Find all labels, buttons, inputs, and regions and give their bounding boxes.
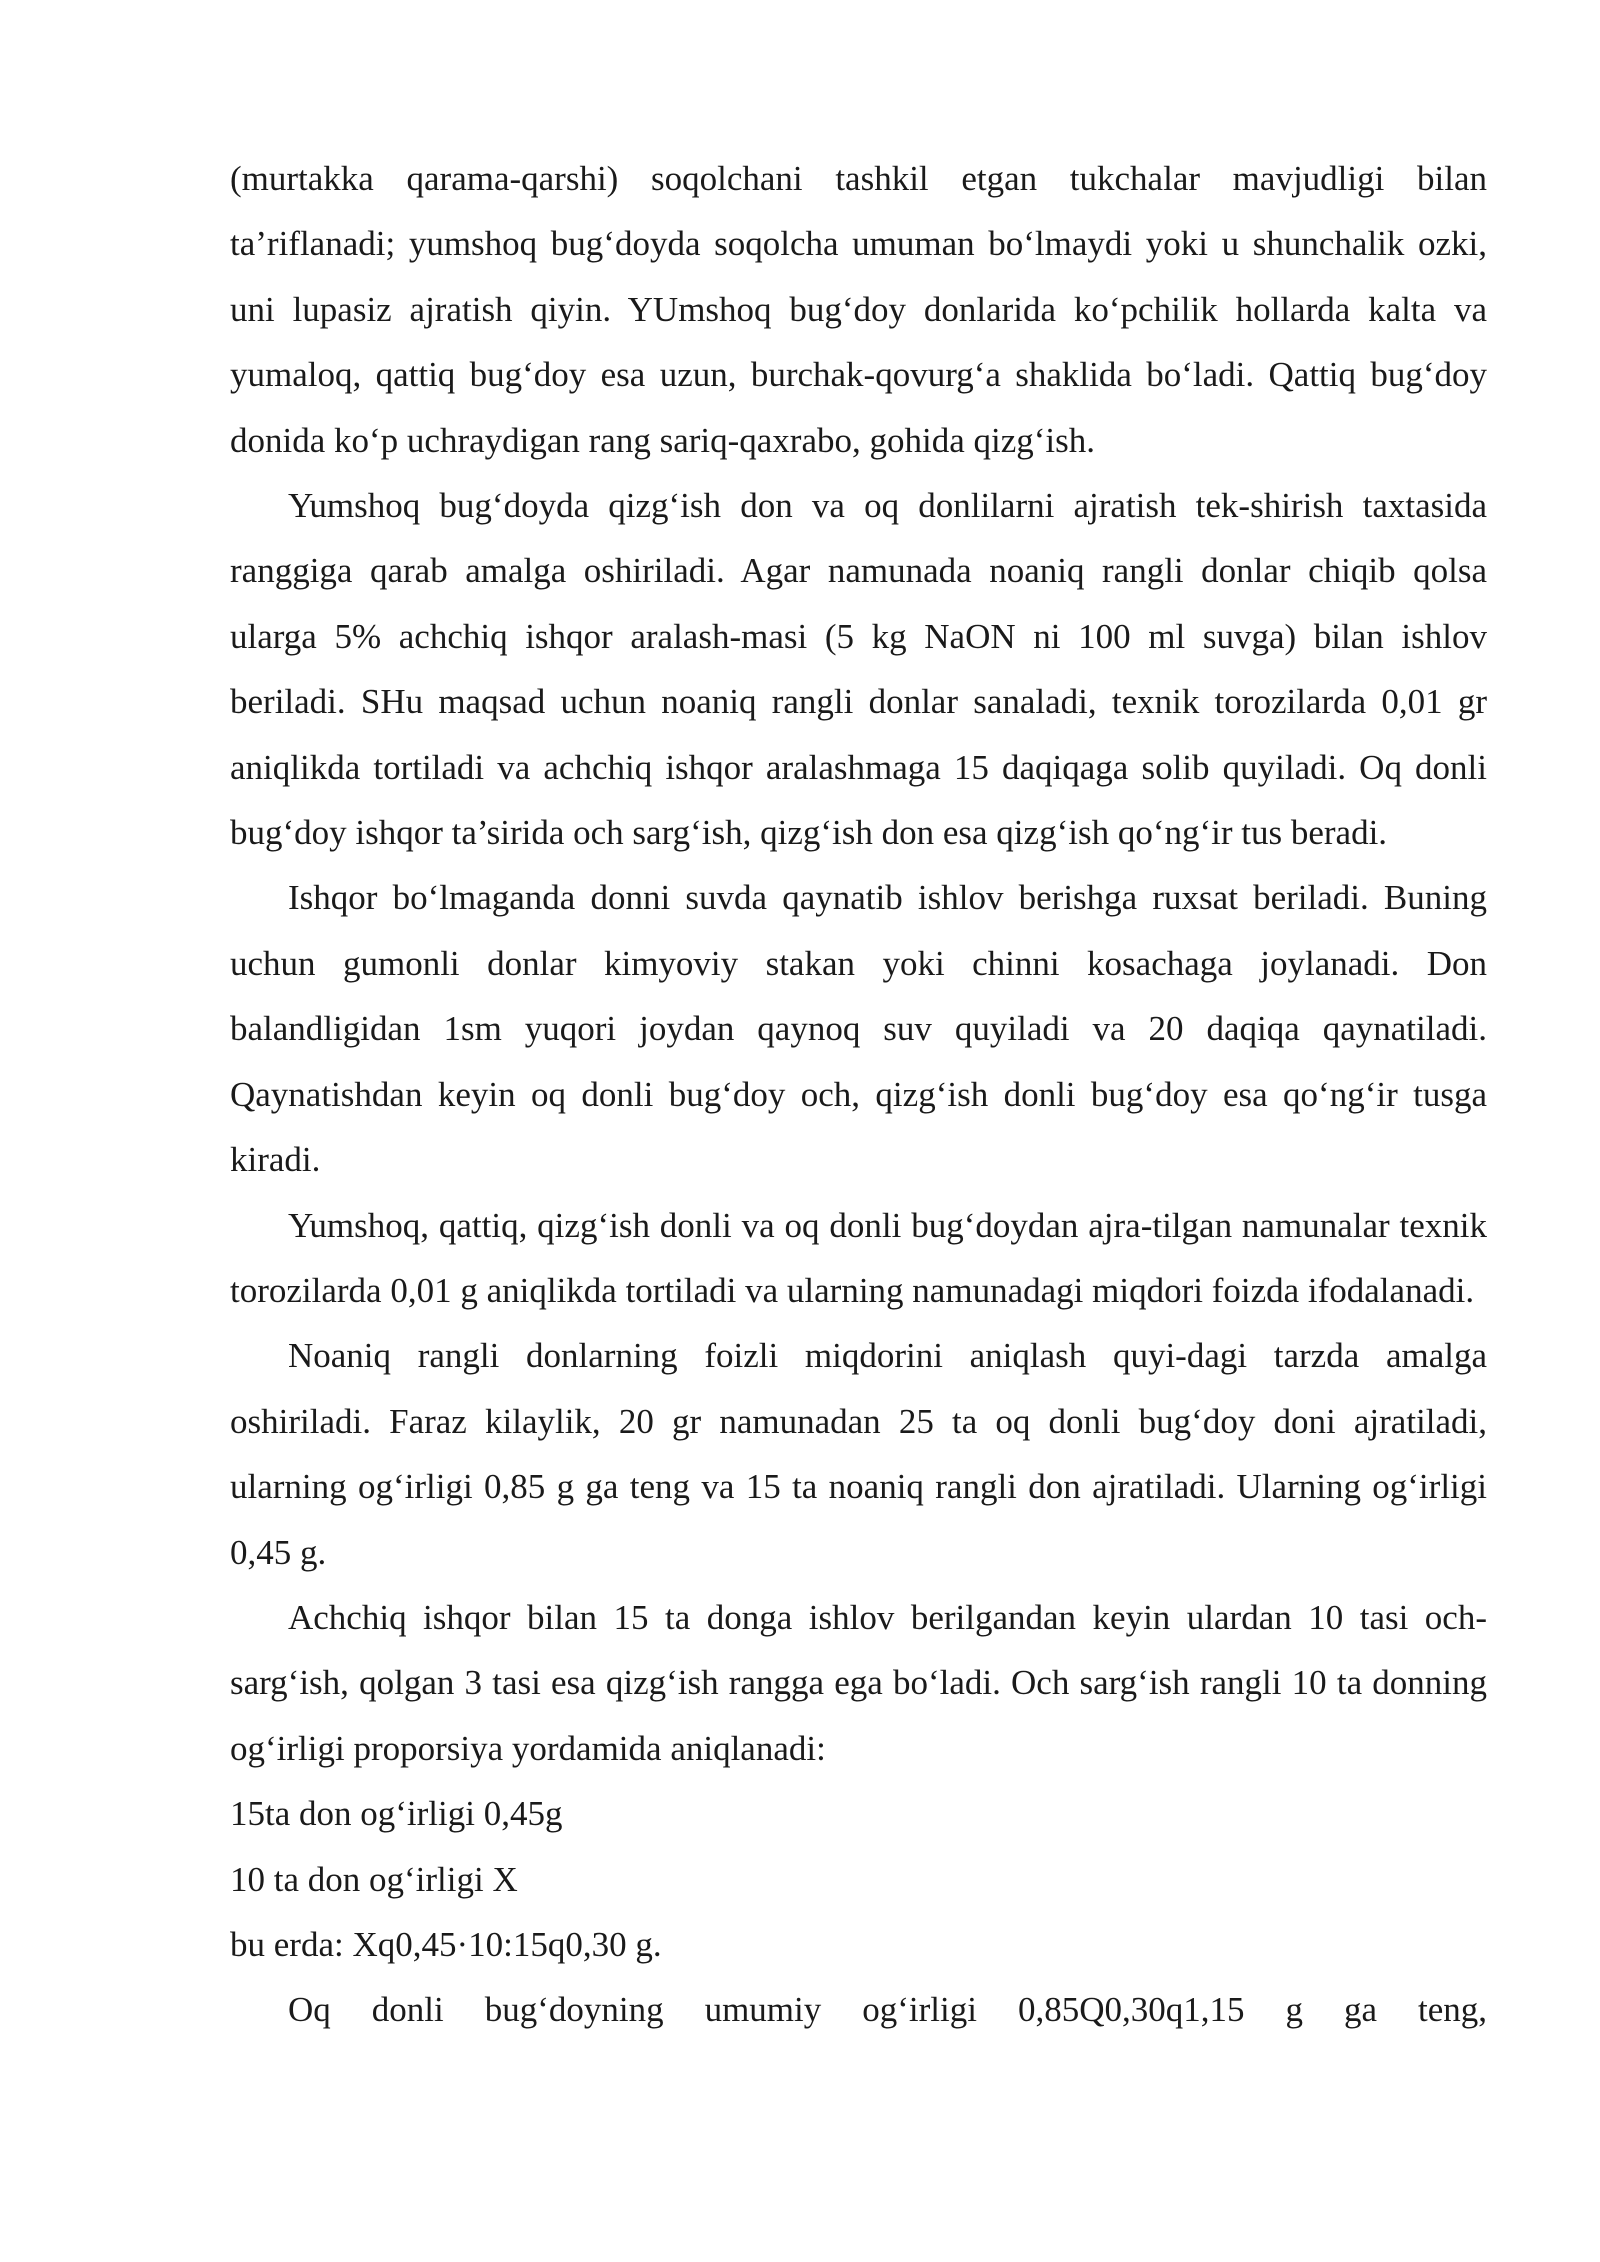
formula-result: bu erda: Xq0,45·10:15q0,30 g. [230, 1924, 662, 1964]
formula-line-2: 10 ta don og‘irligi X [230, 1859, 518, 1899]
final-line: Oq donli bug‘doyning umumiy og‘irligi 0,85Q0,30q1,15 g ga teng, [288, 1990, 1487, 2030]
paragraph-1: (murtakka qarama-qarshi) soqolchani tashkil etgan tukchalar mavjudligi bilan ta’riflanadi; yumshoq bug‘doyda soqolcha umuman bo‘lmaydi yoki u shunchalik ozki, uni lupasiz ajratish qiyin. YUmshoq bug‘doy donlarida ko‘pchilik hollarda kalta va yumaloq, qattiq bug‘doy esa uzun, burchak-qovurg‘a shaklida bo‘ladi. Qattiq bug‘doy donida ko‘p uchraydigan rang sariq-qaxrabo, gohida qizg‘ish. [230, 159, 1487, 460]
formula-line-1: 15ta don og‘irligi 0,45g [230, 1794, 563, 1834]
document-body [230, 146, 1487, 2043]
paragraph-3: Ishqor bo‘lmaganda donni suvda qaynatib ishlov berishga ruxsat beriladi. Buning uchun gumonli donlar kimyoviy stakan yoki chinni kosachaga joylanadi. Don balandligidan 1sm yuqori joydan qaynoq suv quyiladi va 20 daqiqa qaynatiladi. Qaynatishdan keyin oq donli bug‘doy och, qizg‘ish donli bug‘doy esa qo‘ng‘ir tusga kiradi. [230, 878, 1487, 1180]
paragraph-2: Yumshoq bug‘doyda qizg‘ish don va oq donlilarni ajratish tek-shirish taxtasida ranggiga qarab amalga oshiriladi. Agar namunada noaniq rangli donlar chiqib qolsa ularga 5% achchiq ishqor aralash-masi (5 kg NaON ni 100 ml suvga) bilan ishlov beriladi. SHu maqsad uchun noaniq rangli donlar sanaladi, texnik torozilarda 0,01 gr aniqlikda tortiladi va achchiq ishqor aralashmaga 15 daqiqaga solib quyiladi. Oq donli bug‘doy ishqor ta’sirida och sarg‘ish, qizg‘ish don esa qizg‘ish qo‘ng‘ir tus beradi. [230, 486, 1487, 853]
paragraph-5: Noaniq rangli donlarning foizli miqdorini aniqlash quyi-dagi tarzda amalga oshiriladi. Faraz kilaylik, 20 gr namunadan 25 ta oq donli bug‘doy doni ajratiladi, ularning og‘irligi 0,85 g ga teng va 15 ta noaniq rangli don ajratiladi. Ularning og‘irligi 0,45 g. [230, 1336, 1487, 1572]
paragraph-4: Yumshoq, qattiq, qizg‘ish donli va oq donli bug‘doydan ajra-tilgan namunalar texnik torozilarda 0,01 g aniqlikda tortiladi va ularning namunadagi miqdori foizda ifodalanadi. [230, 1205, 1487, 1310]
paragraph-6: Achchiq ishqor bilan 15 ta donga ishlov berilgandan keyin ulardan 10 tasi och-sarg‘ish, qolgan 3 tasi esa qizg‘ish rangga ega bo‘ladi. Och sarg‘ish rangli 10 ta donning og‘irligi proporsiya yordamida aniqlanadi: [230, 1597, 1487, 1768]
